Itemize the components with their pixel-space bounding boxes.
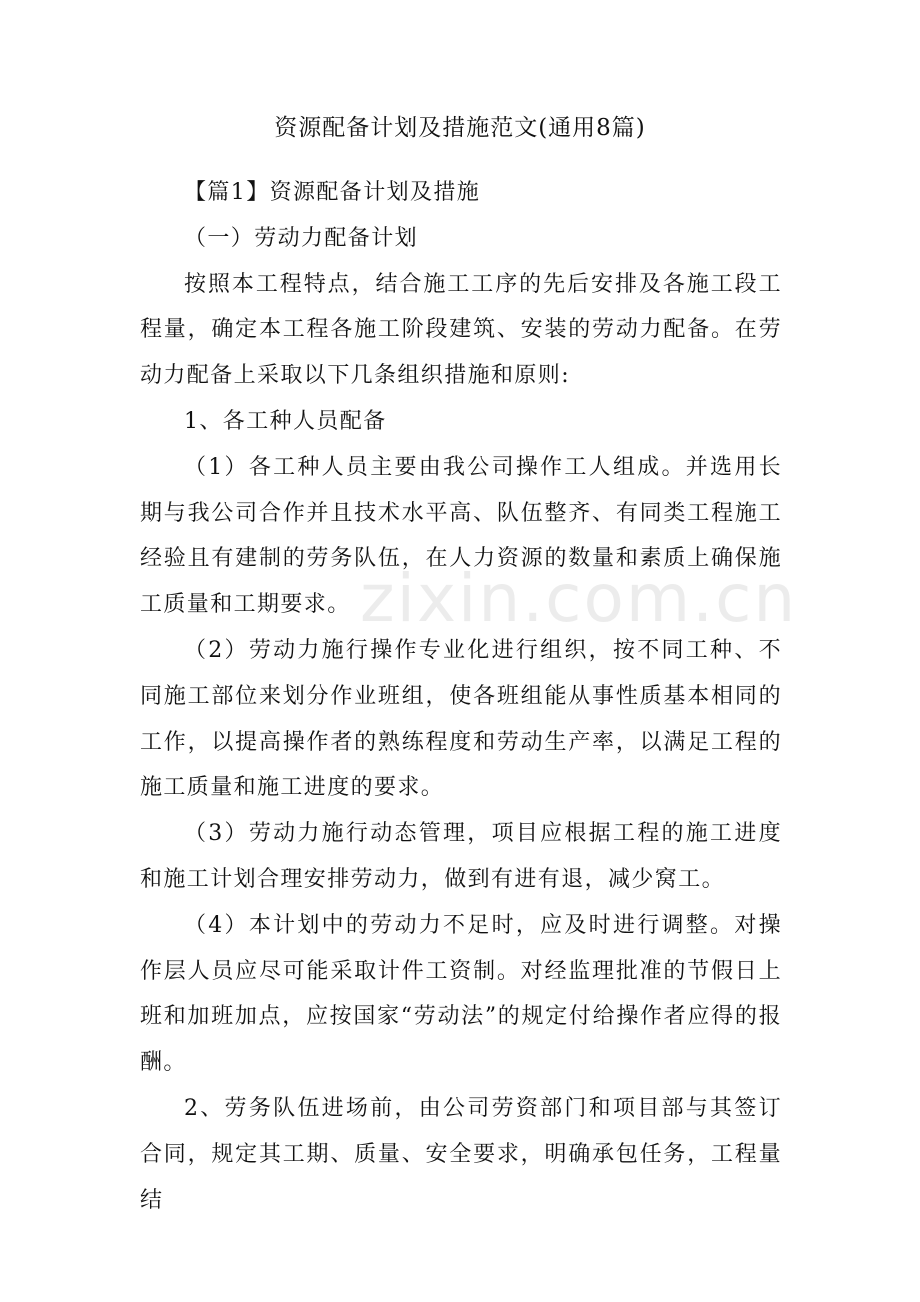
- paragraph: 按照本工程特点，结合施工工序的先后安排及各施工段工程量，确定本工程各施工阶段建筑、安装的劳动力配备。在劳动力配备上采取以下几条组织措施和原则:: [140, 271, 782, 389]
- paragraph: （2）劳动力施行操作专业化进行组织，按不同工种、不同施工部位来划分作业班组，使各班组能从事性质基本相同的工作，以提高操作者的熟练程度和劳动生产率，以满足工程的施工质量和施工进度的要求。: [140, 637, 782, 801]
- document-body: [140, 170, 782, 1223]
- watermark: zixin.com.cn: [360, 560, 798, 637]
- paragraph: （1）各工种人员主要由我公司操作工人组成。并选用长期与我公司合作并且技术水平高、队伍整齐、有同类工程施工经验且有建制的劳务队伍，在人力资源的数量和素质上确保施工质量和工期要求。: [140, 454, 782, 618]
- paragraph: （3）劳动力施行动态管理，项目应根据工程的施工进度和施工计划合理安排劳动力，做到有进有退，减少窝工。: [140, 821, 782, 892]
- paragraph: （4）本计划中的劳动力不足时，应及时进行调整。对操作层人员应尽可能采取计件工资制。对经监理批准的节假日上班和加班加点，应按国家“劳动法”的规定付给操作者应得的报酬。: [140, 912, 782, 1076]
- paragraph: 2、劳务队伍进场前，由公司劳资部门和项目部与其签订合同，规定其工期、质量、安全要求，明确承包任务，工程量结: [140, 1095, 782, 1213]
- section-heading: 【篇1】资源配备计划及措施: [184, 180, 481, 205]
- subsection-heading: （一）劳动力配备计划: [184, 225, 419, 251]
- item-heading: 1、各工种人员配备: [184, 408, 387, 434]
- document-title: 资源配备计划及措施范文(通用8篇): [274, 115, 646, 141]
